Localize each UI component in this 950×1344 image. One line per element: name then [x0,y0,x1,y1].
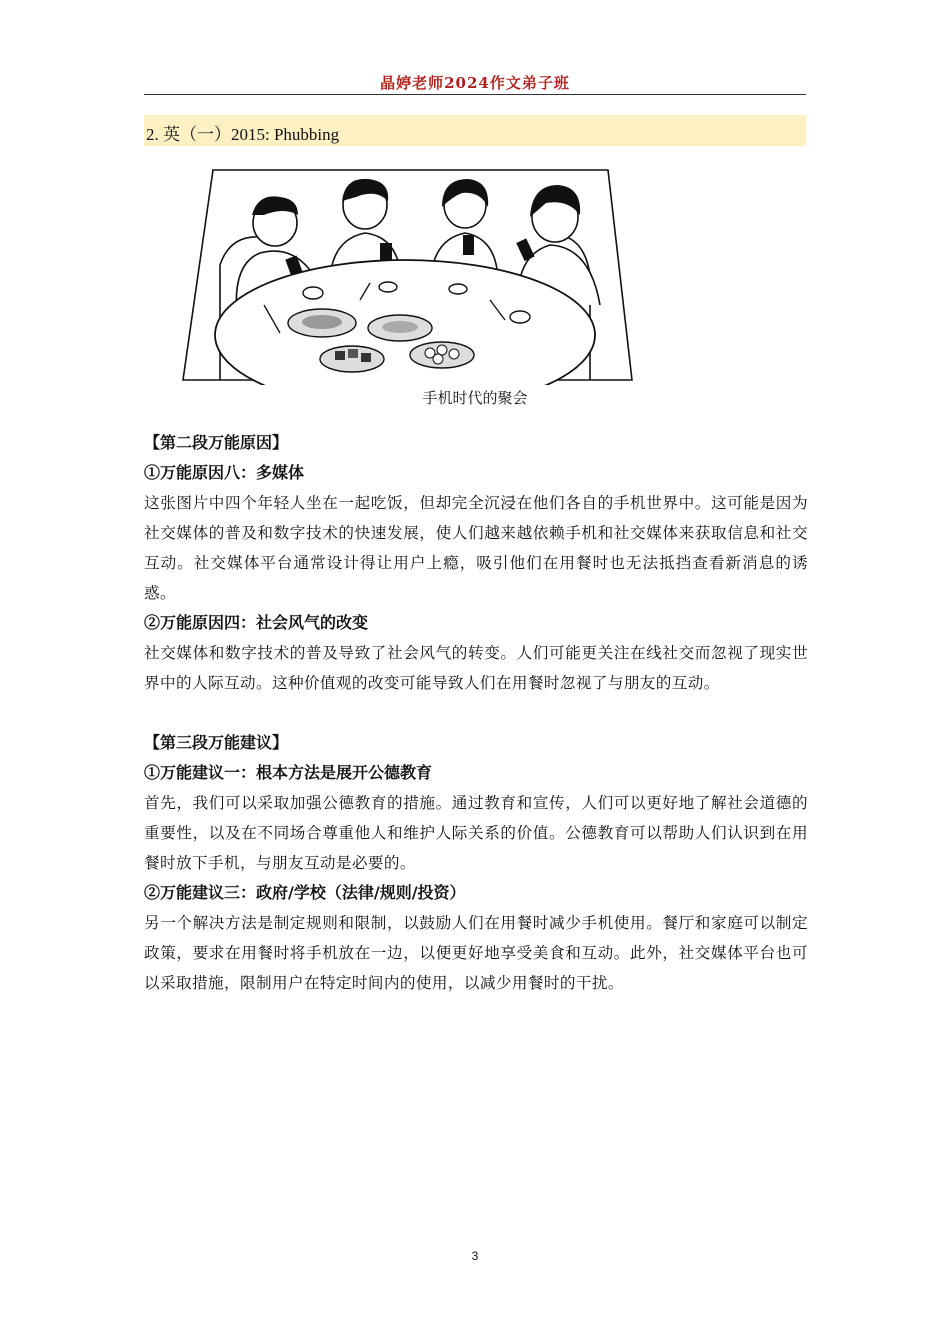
section-title: 2. 英（一）2015: Phubbing [146,125,340,144]
spacer [144,698,808,728]
reason-paragraph: 社交媒体和数字技术的普及导致了社会风气的转变。人们可能更关注在线社交而忽视了现实世界中的人际互动。这种价值观的改变可能导致人们在用餐时忽视了与朋友的互动。 [144,644,808,692]
part2-title: 【第二段万能原因】 [144,433,289,452]
article-body [144,428,808,998]
reason-heading: ①万能原因八：多媒体 [144,463,305,482]
header-divider [144,94,806,95]
section-title-band [144,115,806,146]
reason-heading: ②万能原因四：社会风气的改变 [144,613,369,632]
suggestion-paragraph: 首先，我们可以采取加强公德教育的措施。通过教育和宣传，人们可以更好地了解社会道德的重要性，以及在不同场合尊重他人和维护人际关系的价值。公德教育可以帮助人们认识到在用餐时放下手机，与朋友互动是必要的。 [144,794,808,872]
part3-title: 【第三段万能建议】 [144,733,289,752]
suggestion-heading: ①万能建议一：根本方法是展开公德教育 [144,763,433,782]
page-number: 3 [471,1249,479,1263]
suggestion-paragraph: 另一个解决方法是制定规则和限制，以鼓励人们在用餐时减少手机使用。餐厅和家庭可以制定政策，要求在用餐时将手机放在一边，以便更好地享受美食和互动。此外，社交媒体平台也可以采取措施，限制用户在特定时间内的使用，以减少用餐时的干扰。 [144,914,808,992]
phubbing-dinner-illustration [180,165,640,385]
reason-paragraph: 这张图片中四个年轻人坐在一起吃饭，但却完全沉浸在他们各自的手机世界中。这可能是因为社交媒体的普及和数字技术的快速发展，使人们越来越依赖手机和社交媒体来获取信息和社交互动。社交媒体平台通常设计得让用户上瘾，吸引他们在用餐时也无法抵挡查看新消息的诱惑。 [144,494,808,602]
header-title: 晶婷老师2024作文弟子班 [380,74,570,92]
suggestion-heading: ②万能建议三：政府/学校（法律/规则/投资） [144,883,466,902]
figure-caption: 手机时代的聚会 [422,389,528,407]
